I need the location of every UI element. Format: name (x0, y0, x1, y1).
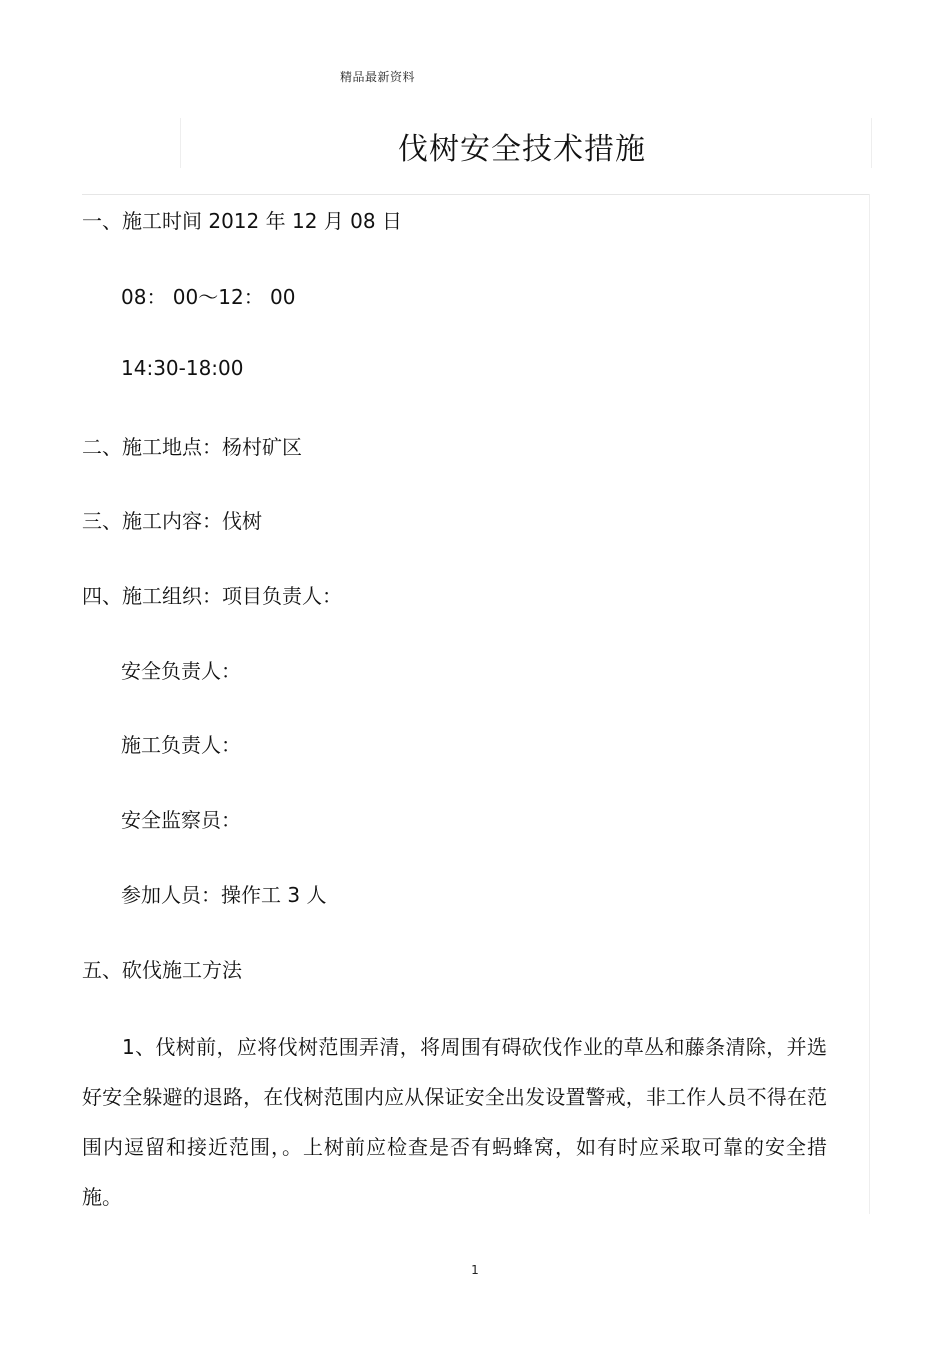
section-organization: 四、施工组织：项目负责人： (82, 584, 342, 608)
safety-inspector-label: 安全监察员： (121, 808, 241, 832)
right-margin-line (869, 194, 870, 1214)
title-divider (82, 194, 870, 195)
section-content: 三、施工内容：伐树 (82, 509, 262, 533)
page-number: 1 (471, 1263, 479, 1277)
safety-lead-label: 安全负责人： (121, 659, 241, 683)
time-slot-afternoon: 14:30-18:00 (121, 356, 244, 380)
document-title: 伐树安全技术措施 (398, 132, 646, 167)
construction-lead-label: 施工负责人： (121, 733, 241, 757)
participants-line: 参加人员：操作工 3 人 (121, 883, 327, 907)
section-location: 二、施工地点：杨村矿区 (82, 435, 302, 459)
header-note: 精品最新资料 (340, 70, 416, 84)
method-paragraph-1: 1、伐树前，应将伐树范围弄清，将周围有碍砍伐作业的草丛和藤条清除，并选好安全躲避的退路，在伐树范围内应从保证安全出发设置警戒，非工作人员不得在范围内逗留和接近范围，。上树前应检查是否有蚂蜂窝，如有时应采取可靠的安全措施。 (82, 1035, 827, 1209)
section-time-heading: 一、施工时间 2012 年 12 月 08 日 (82, 209, 402, 233)
time-slot-morning: 08： 00～12： 00 (121, 285, 296, 309)
section-method-heading: 五、砍伐施工方法 (82, 958, 242, 982)
